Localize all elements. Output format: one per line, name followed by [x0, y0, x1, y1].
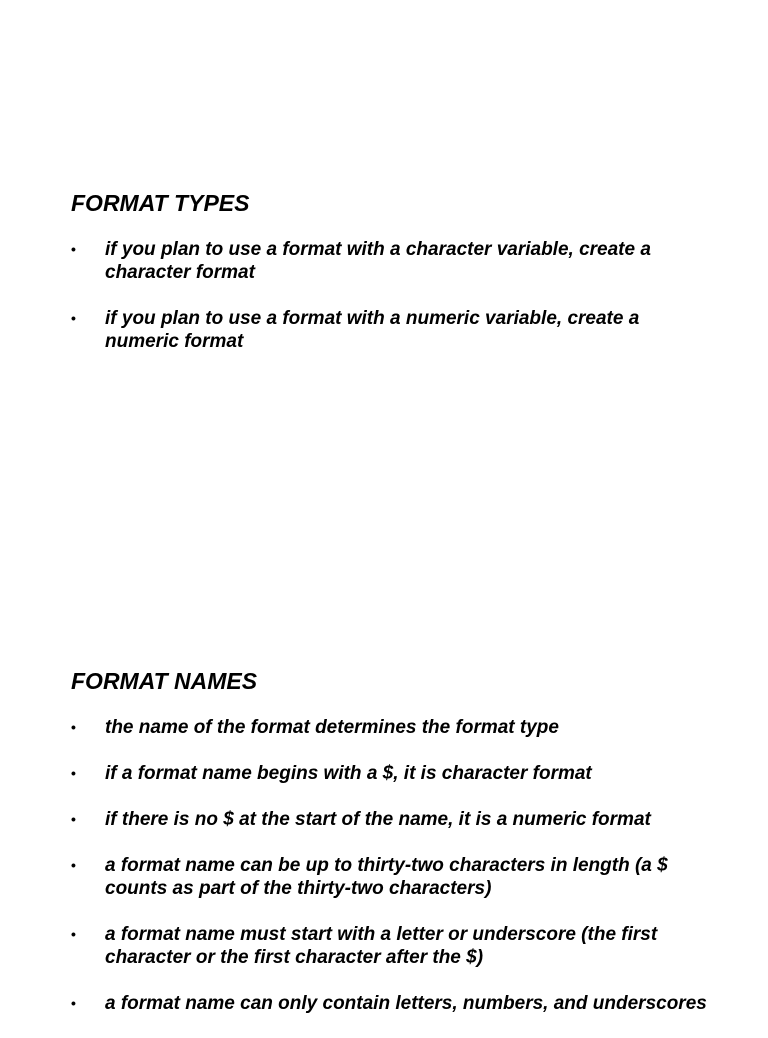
format-names-section — [71, 667, 711, 1038]
list-item-text: if you plan to use a format with a character variable, create a character format — [105, 239, 651, 283]
bullet-icon: • — [71, 719, 76, 735]
section-heading: FORMAT TYPES — [71, 190, 250, 216]
list-item — [71, 762, 711, 785]
list-item-text: a format name can be up to thirty-two characters in length (a $ counts as part of the thirty-two characters) — [105, 855, 668, 899]
list-item-text: if you plan to use a format with a numeric variable, create a numeric format — [105, 308, 640, 352]
list-item — [71, 307, 711, 353]
bullet-list — [71, 716, 711, 1015]
bullet-icon: • — [71, 241, 76, 257]
list-item — [71, 854, 711, 900]
bullet-icon: • — [71, 310, 76, 326]
bullet-icon: • — [71, 857, 76, 873]
format-types-section — [71, 189, 711, 376]
bullet-icon: • — [71, 811, 76, 827]
list-item — [71, 238, 711, 284]
bullet-icon: • — [71, 765, 76, 781]
list-item — [71, 992, 711, 1015]
list-item-text: if a format name begins with a $, it is character format — [105, 763, 592, 784]
bullet-list — [71, 238, 711, 353]
list-item-text: if there is no $ at the start of the name, it is a numeric format — [105, 809, 651, 830]
list-item-text: the name of the format determines the format type — [105, 717, 559, 738]
bullet-icon: • — [71, 995, 76, 1011]
bullet-icon: • — [71, 926, 76, 942]
list-item-text: a format name can only contain letters, numbers, and underscores — [105, 993, 707, 1014]
list-item — [71, 808, 711, 831]
list-item — [71, 923, 711, 969]
section-heading: FORMAT NAMES — [71, 668, 258, 694]
list-item — [71, 716, 711, 739]
list-item-text: a format name must start with a letter or underscore (the first character or the first character after the $) — [105, 924, 658, 968]
